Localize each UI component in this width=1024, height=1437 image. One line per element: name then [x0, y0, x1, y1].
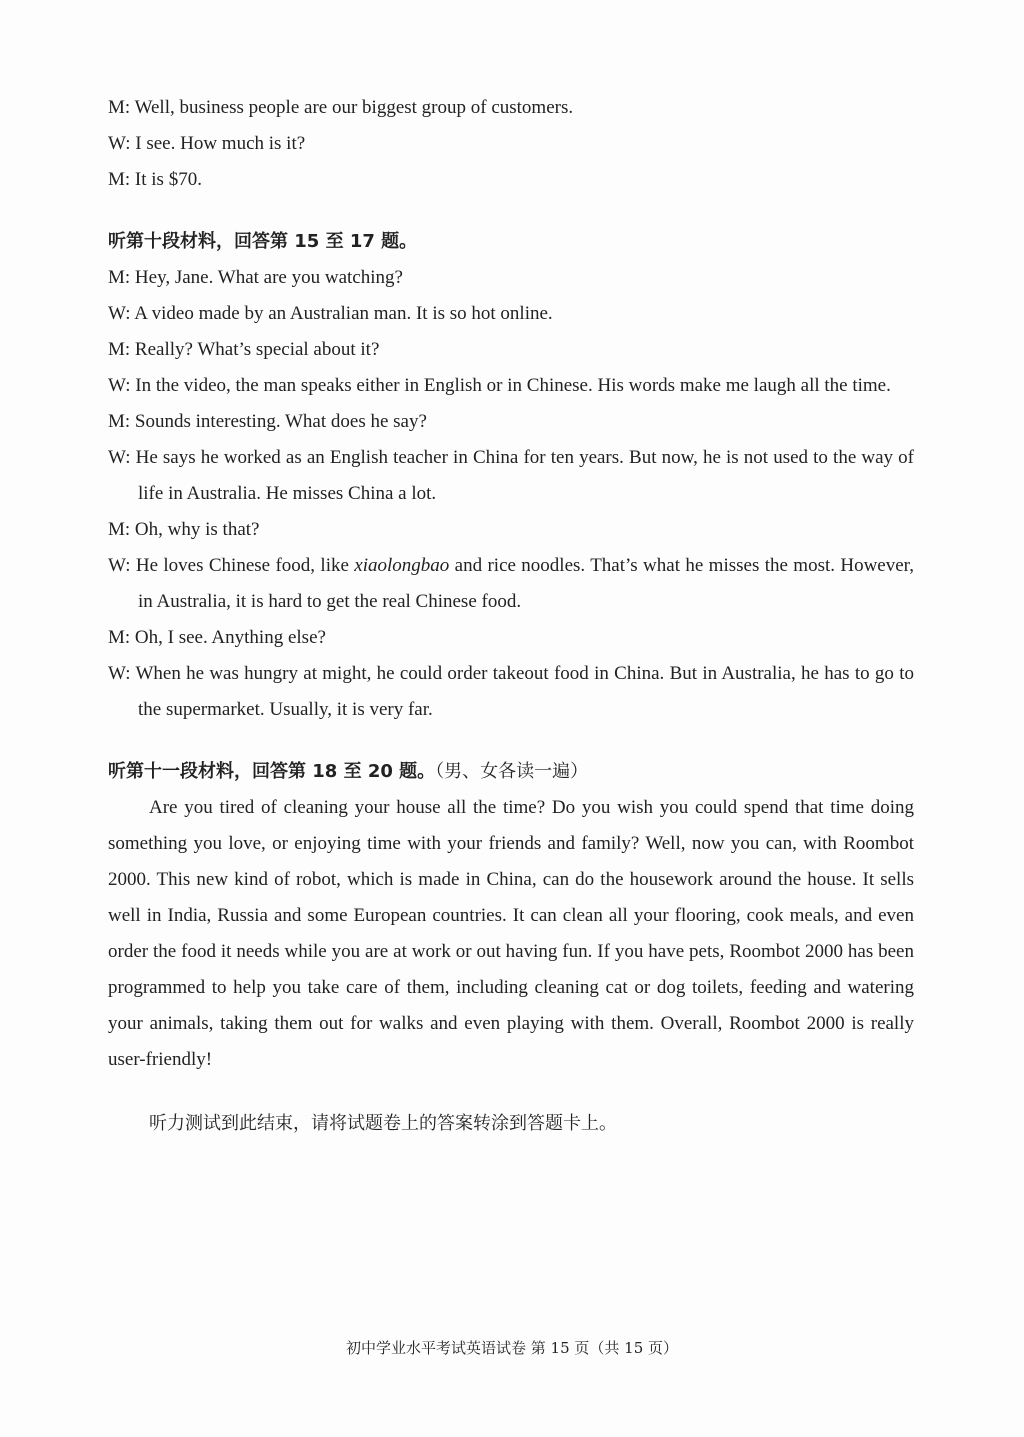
section-10-heading: 听第十段材料，回答第 15 至 17 题。 — [108, 231, 418, 252]
dialogue-line: M: Well, business people are our biggest group of customers. — [108, 97, 574, 118]
dialogue-line: W: When he was hungry at might, he could order takeout food in China. But in Australia, he has to go to the supermarket. Usually, it is very far. — [108, 663, 914, 720]
section-11-heading — [108, 754, 914, 790]
dialogue-line: W: He says he worked as an English teacher in China for ten years. But now, he is not used to the way of life in Australia. He misses China a lot. — [108, 447, 914, 504]
dialogue-line: M: Hey, Jane. What are you watching? — [108, 267, 403, 288]
dialogue-line-food — [108, 548, 914, 620]
food-line-start: W: He loves Chinese food, like — [108, 555, 355, 576]
dialogue-line: M: Really? What’s special about it? — [108, 339, 380, 360]
dialogue-line: M: Oh, I see. Anything else? — [108, 627, 326, 648]
page-footer: 初中学业水平考试英语试卷 第 15 页（共 15 页） — [345, 1339, 679, 1357]
section-11-paragraph: Are you tired of cleaning your house all the time? Do you wish you could spend that time doing something you love, or enjoying time with your friends and family? Well, now you can, with Roombot 2000. This new kind of robot, which is made in China, can do the housework around the house. It sells well in India, Russia and some European countries. It can clean all your flooring, cook meals, and even order the food it needs while you are at work or out having fun. If you have pets, Roombot 2000 has been programmed to help you take care of them, including cleaning cat or dog toilets, feeding and watering your animals, taking them out for walks and even playing with them. Overall, Roombot 2000 is really user-friendly! — [108, 797, 914, 1070]
closing-instruction: 听力测试到此结束，请将试题卷上的答案转涂到答题卡上。 — [149, 1113, 617, 1134]
dialogue-line: M: It is $70. — [108, 169, 202, 190]
food-line-italic: xiaolongbao — [354, 555, 450, 576]
section-11-heading-note: （男、女各读一遍） — [435, 761, 589, 782]
dialogue-line: M: Sounds interesting. What does he say? — [108, 411, 427, 432]
food-line-end: and rice noodles. That’s what he misses the most. However, in Australia, it is hard to get the real Chinese food. — [138, 555, 914, 612]
dialogue-line: W: A video made by an Australian man. It is so hot online. — [108, 303, 553, 324]
page-content — [108, 90, 914, 1142]
dialogue-line: M: Oh, why is that? — [108, 519, 260, 540]
section-11-heading-text: 听第十一段材料，回答第 18 至 20 题。 — [108, 761, 436, 782]
dialogue-line: W: I see. How much is it? — [108, 133, 306, 154]
dialogue-line: W: In the video, the man speaks either in English or in Chinese. His words make me laugh all the time. — [108, 375, 891, 396]
